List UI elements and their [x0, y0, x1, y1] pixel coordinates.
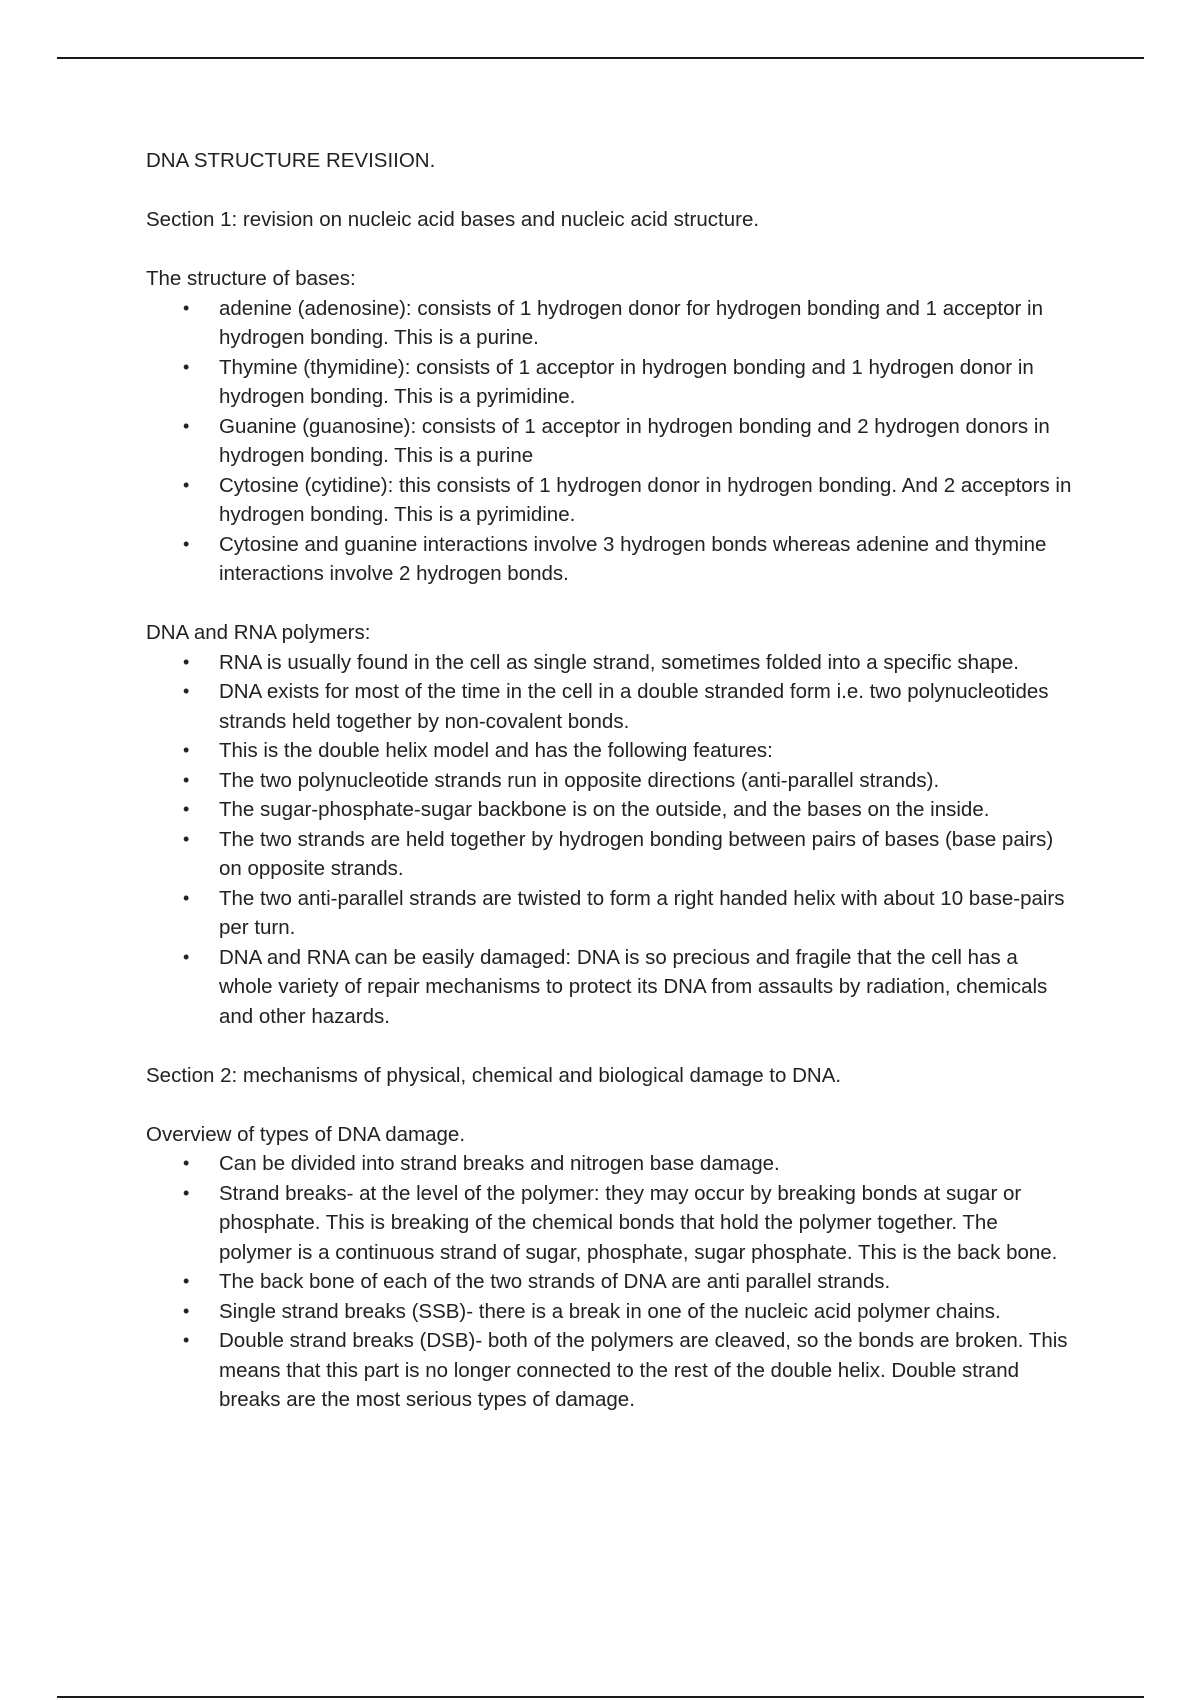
bullet-icon: •	[183, 474, 190, 495]
bullet-icon: •	[183, 1330, 190, 1350]
list-item: • Cytosine and guanine interactions involve 3 hydrogen bonds whereas adenine and thymine interactions involve 2 hydrogen bonds.	[146, 530, 1076, 589]
bullet-icon: •	[183, 533, 190, 554]
list-item: • DNA exists for most of the time in the cell in a double stranded form i.e. two polynucleotides strands held together by non-covalent bonds.	[146, 677, 1076, 736]
document-body	[146, 146, 1076, 1415]
bullet-icon: •	[183, 681, 190, 701]
bullet-icon: •	[183, 415, 190, 436]
footer-rule	[57, 1696, 1144, 1698]
bullet-icon: •	[183, 887, 190, 908]
bases-list	[146, 294, 1076, 589]
list-item: • adenine (adenosine): consists of 1 hydrogen donor for hydrogen bonding and 1 acceptor in hydrogen bonding. This is a purine.	[146, 294, 1076, 353]
damage-list	[146, 1149, 1076, 1415]
bullet-icon: •	[183, 799, 190, 819]
bullet-icon: •	[183, 651, 190, 672]
polymers-list	[146, 648, 1076, 1032]
list-item: • Cytosine (cytidine): this consists of 1 hydrogen donor in hydrogen bonding. And 2 acceptors in hydrogen bonding. This is a pyrimidine.	[146, 471, 1076, 530]
bullet-icon: •	[183, 1300, 190, 1321]
list-item: • Guanine (guanosine): consists of 1 acceptor in hydrogen bonding and 2 hydrogen donors in hydrogen bonding. This is a purine	[146, 412, 1076, 471]
bullet-icon: •	[183, 828, 190, 849]
list-item: • The sugar-phosphate-sugar backbone is on the outside, and the bases on the inside.	[146, 795, 1076, 825]
list-item: • Double strand breaks (DSB)- both of the polymers are cleaved, so the bonds are broken. This means that this part is no longer connected to the rest of the double helix. Double strand breaks are the most serious types of damage.	[146, 1326, 1076, 1415]
list-item: • The two anti-parallel strands are twisted to form a right handed helix with about 10 base-pairs per turn.	[146, 884, 1076, 943]
list-item: • This is the double helix model and has the following features:	[146, 736, 1076, 766]
list-item: • DNA and RNA can be easily damaged: DNA is so precious and fragile that the cell has a whole variety of repair mechanisms to protect its DNA from assaults by radiation, chemicals and other hazards.	[146, 943, 1076, 1032]
header-rule	[57, 57, 1144, 59]
bullet-icon: •	[183, 297, 190, 318]
bullet-icon: •	[183, 740, 190, 760]
section-2-heading: Section 2: mechanisms of physical, chemical and biological damage to DNA.	[146, 1063, 842, 1087]
bullet-icon: •	[183, 946, 190, 967]
list-item: • Single strand breaks (SSB)- there is a break in one of the nucleic acid polymer chains.	[146, 1297, 1076, 1327]
polymers-heading: DNA and RNA polymers:	[146, 621, 371, 644]
damage-heading: Overview of types of DNA damage.	[146, 1122, 466, 1146]
list-item: • Strand breaks- at the level of the polymer: they may occur by breaking bonds at sugar or phosphate. This is breaking of the chemical bonds that hold the polymer together. The polymer is a continuous strand of sugar, phosphate, sugar phosphate. This is the back bone.	[146, 1179, 1076, 1268]
list-item: • Thymine (thymidine): consists of 1 acceptor in hydrogen bonding and 1 hydrogen donor in hydrogen bonding. This is a pyrimidine.	[146, 353, 1076, 412]
bullet-icon: •	[183, 1271, 190, 1291]
list-item: • The two polynucleotide strands run in opposite directions (anti-parallel strands).	[146, 766, 1076, 796]
bases-heading: The structure of bases:	[146, 267, 356, 290]
bullet-icon: •	[183, 356, 190, 377]
bullet-icon: •	[183, 1182, 190, 1203]
bullet-icon: •	[183, 769, 190, 790]
list-item: • Can be divided into strand breaks and nitrogen base damage.	[146, 1149, 1076, 1179]
list-item: • RNA is usually found in the cell as single strand, sometimes folded into a specific shape.	[146, 648, 1076, 678]
list-item: • The two strands are held together by hydrogen bonding between pairs of bases (base pairs) on opposite strands.	[146, 825, 1076, 884]
section-1-heading: Section 1: revision on nucleic acid bases and nucleic acid structure.	[146, 208, 760, 231]
bullet-icon: •	[183, 1153, 190, 1173]
list-item: • The back bone of each of the two strands of DNA are anti parallel strands.	[146, 1267, 1076, 1297]
document-title: DNA STRUCTURE REVISIION.	[146, 149, 436, 172]
